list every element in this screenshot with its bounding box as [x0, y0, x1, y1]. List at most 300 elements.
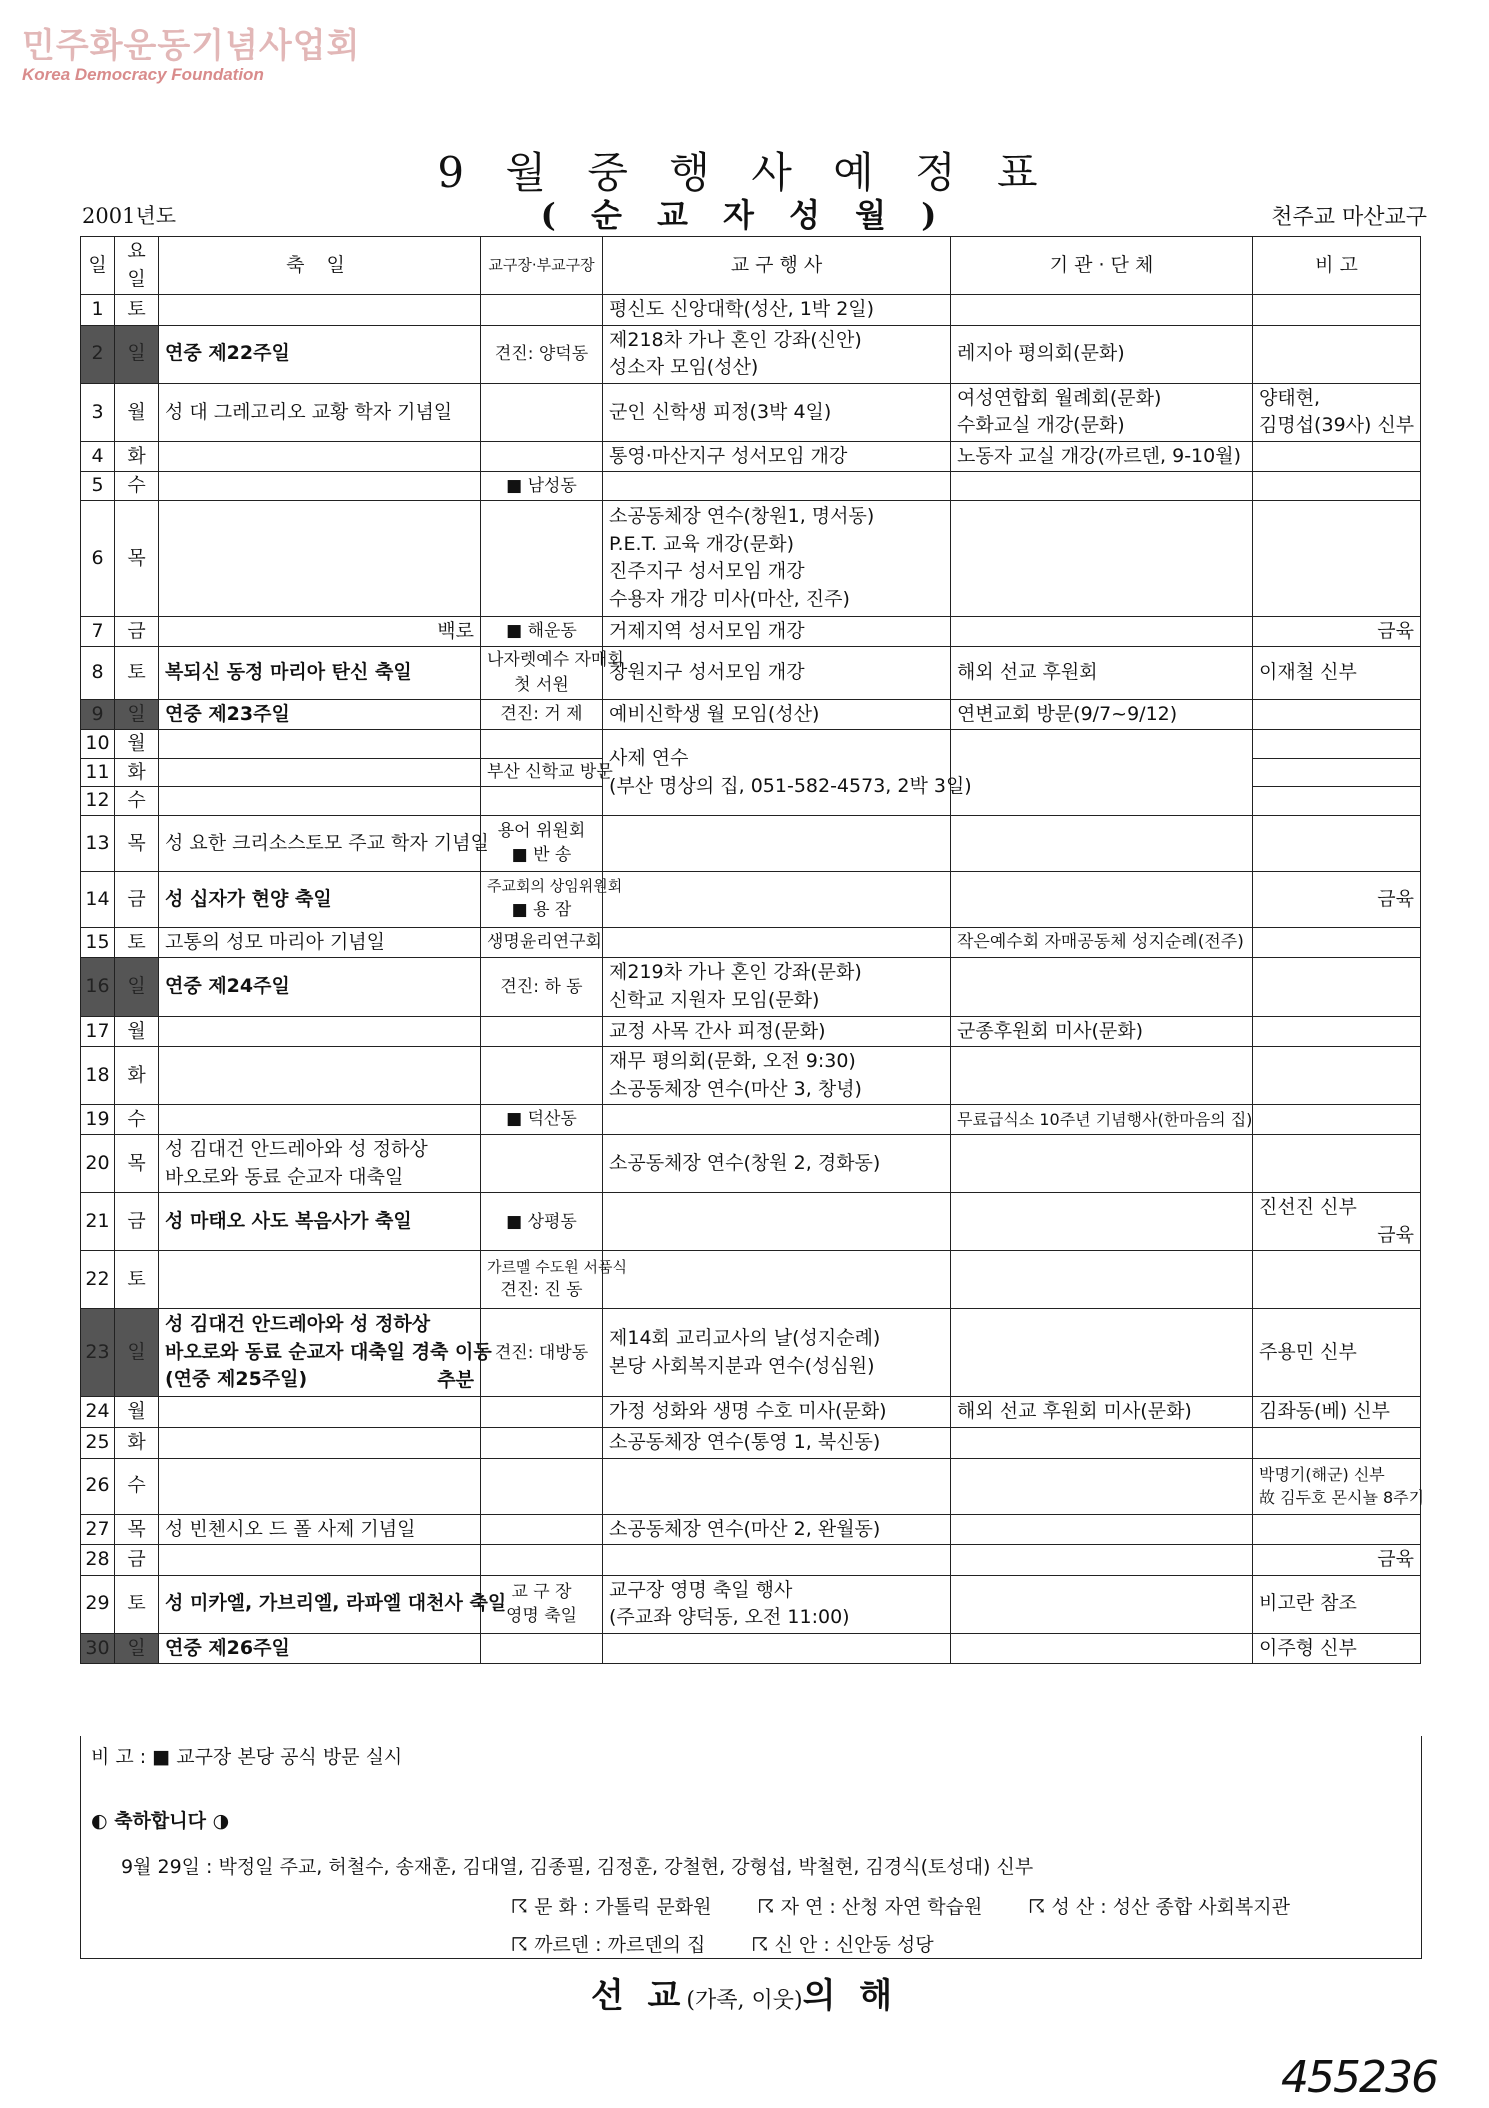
congratulations-names: 9월 29일 : 박정일 주교, 허철수, 송재훈, 김대열, 김종필, 김정훈, 강철현, 강형섭, 박철현, 김경식(토성대) 신부 — [121, 1856, 1034, 1878]
feast-line: 성 대 그레고리오 교황 학자 기념일 — [165, 400, 453, 423]
remark-line: 금육 — [1377, 887, 1414, 910]
table-row — [81, 441, 1421, 472]
bishop-line: ■ 반 송 — [511, 845, 572, 866]
feast-line: 바오로와 동료 순교자 대축일 경축 이동 — [165, 1340, 492, 1363]
remarks-cell — [1253, 441, 1421, 472]
bishop-line: 가르멜 수도원 서품식 — [487, 1257, 627, 1276]
diocese-events-cell — [603, 616, 951, 647]
day-cell: 21 — [81, 1193, 115, 1251]
remarks-cell — [1253, 1545, 1421, 1576]
remark-line: 故 김두호 몬시뇰 8주기 — [1259, 1488, 1425, 1507]
event-line: (주교좌 양덕동, 오전 11:00) — [609, 1606, 850, 1629]
bishop-cell — [481, 1633, 603, 1664]
event-line: P.E.T. 교육 개강(문화) — [609, 532, 795, 555]
remarks-cell — [1253, 871, 1421, 927]
diocese-label: 천주교 마산교구 — [1271, 205, 1427, 230]
header-bishop: 교구장·부교구장 — [481, 237, 603, 295]
feast-cell — [159, 787, 481, 816]
abbreviation-legend-2 — [511, 1930, 974, 1957]
header-remarks: 비 고 — [1253, 237, 1421, 295]
bishop-cell — [481, 730, 603, 759]
event-line: 통영·마산지구 성서모임 개강 — [609, 444, 848, 467]
weekday-cell: 수 — [115, 472, 159, 501]
feast-cell — [159, 472, 481, 501]
bishop-line: ■ 상평동 — [506, 1211, 577, 1232]
diocese-events-cell — [603, 699, 951, 730]
remarks-cell — [1253, 927, 1421, 958]
day-cell: 14 — [81, 871, 115, 927]
table-row — [81, 472, 1421, 501]
event-line: 재무 평의회(문화, 오전 9:30) — [609, 1050, 856, 1073]
diocese-events-cell — [603, 1575, 951, 1633]
table-row — [81, 1458, 1421, 1514]
organization-cell — [951, 441, 1253, 472]
remark-line: 이재철 신부 — [1259, 661, 1357, 684]
diocese-events-cell — [603, 647, 951, 699]
remarks-cell — [1253, 325, 1421, 383]
table-row — [81, 295, 1421, 326]
feast-cell — [159, 1575, 507, 1633]
weekday-cell: 월 — [115, 383, 159, 441]
table-row — [81, 1633, 1421, 1664]
event-line: 소공동체장 연수(마산 3, 창녕) — [609, 1077, 862, 1100]
feast-cell — [159, 295, 481, 326]
feast-line: 성 김대건 안드레아와 성 정하상 — [165, 1313, 431, 1336]
organization-cell — [951, 1309, 1253, 1397]
day-cell: 16 — [81, 958, 115, 1016]
remarks-cell — [1253, 472, 1421, 501]
bishop-cell — [481, 295, 603, 326]
event-line: (부산 명상의 집, 051-582-4573, 2박 3일) — [609, 774, 972, 797]
diocese-events-cell — [603, 1135, 951, 1193]
bishop-cell — [481, 383, 603, 441]
day-cell: 23 — [81, 1309, 115, 1397]
day-cell: 7 — [81, 616, 115, 647]
organization-cell — [951, 295, 1253, 326]
bishop-line: 용어 위원회 — [497, 820, 586, 841]
feast-cell — [159, 616, 481, 647]
table-row — [81, 958, 1421, 1016]
watermark-english: Korea Democracy Foundation — [22, 65, 264, 84]
bishop-cell — [481, 441, 603, 472]
bishop-cell — [481, 325, 603, 383]
organization-cell — [951, 927, 1253, 958]
remark-line: 금육 — [1377, 619, 1414, 642]
table-row — [81, 647, 1421, 699]
bishop-line: 부산 신학교 방문 — [487, 762, 613, 783]
feast-cell — [159, 1545, 481, 1576]
weekday-cell: 토 — [115, 1251, 159, 1309]
feast-cell — [159, 1047, 481, 1105]
motto-part-c: 의 해 — [802, 1976, 899, 2016]
remarks-cell — [1253, 815, 1421, 871]
table-row — [81, 1047, 1421, 1105]
bishop-line: 견진: 하 동 — [500, 976, 583, 997]
bishop-line: 견진: 대방동 — [494, 1342, 589, 1363]
event-line: 사제 연수 — [609, 747, 689, 770]
organization-cell — [951, 1047, 1253, 1105]
feast-line: 성 마태오 사도 복음사가 축일 — [165, 1210, 412, 1233]
table-row — [81, 1135, 1421, 1193]
event-line: 소공동체장 연수(창원1, 명서동) — [609, 505, 875, 528]
feast-line: 성 빈첸시오 드 폴 사제 기념일 — [165, 1517, 416, 1540]
watermark — [22, 18, 360, 85]
day-cell: 6 — [81, 500, 115, 616]
organization-cell — [951, 1397, 1253, 1428]
table-row — [81, 1545, 1421, 1576]
event-line: 제218차 가나 혼인 강좌(신안) — [609, 328, 862, 351]
table-row — [81, 1105, 1421, 1135]
diocese-events-cell — [603, 1633, 951, 1664]
diocese-events-cell — [603, 1105, 951, 1135]
remarks-cell — [1253, 383, 1421, 441]
diocese-events-cell — [603, 871, 951, 927]
remarks-cell — [1253, 1251, 1421, 1309]
bishop-line: 교 구 장 — [511, 1581, 572, 1602]
table-row — [81, 325, 1421, 383]
abbr-seongsan: ☈ 성 산 : 성산 종합 사회복지관 — [1028, 1896, 1290, 1918]
remarks-cell — [1253, 500, 1421, 616]
remarks-cell — [1253, 1135, 1421, 1193]
bishop-line: 견진: 양덕동 — [494, 343, 589, 364]
day-cell: 15 — [81, 927, 115, 958]
page-subtitle: ( 순 교 자 성 월 ) — [540, 196, 949, 234]
diocese-events-cell — [603, 927, 951, 958]
feast-cell — [159, 730, 481, 759]
table-row — [81, 1193, 1421, 1251]
weekday-cell: 토 — [115, 295, 159, 326]
bishop-cell — [481, 1047, 603, 1105]
diocese-events-cell — [603, 325, 951, 383]
day-cell: 12 — [81, 787, 115, 816]
remarks-cell — [1253, 699, 1421, 730]
remark-line: 주용민 신부 — [1259, 1341, 1357, 1364]
organization-line: 레지아 평의회(문화) — [957, 342, 1125, 365]
feast-cell — [159, 958, 481, 1016]
diocese-events-cell — [603, 730, 972, 816]
bishop-cell — [481, 1458, 603, 1514]
day-cell: 2 — [81, 325, 115, 383]
weekday-cell: 토 — [115, 647, 159, 699]
feast-cell — [159, 815, 489, 871]
event-line: 제219차 가나 혼인 강좌(문화) — [609, 961, 862, 984]
day-cell: 8 — [81, 647, 115, 699]
abbreviation-legend-1 — [511, 1892, 1330, 1919]
diocese-events-cell — [603, 383, 951, 441]
document-number: 455236 — [1281, 2052, 1437, 2103]
bishop-line: 주교회의 상임위원회 — [487, 877, 623, 896]
feast-cell — [159, 1193, 481, 1251]
weekday-cell: 수 — [115, 1458, 159, 1514]
organization-line: 노동자 교실 개강(까르덴, 9-10월) — [957, 444, 1241, 467]
organization-line: 작은예수회 자매공동체 성지순례(전주) — [957, 932, 1244, 953]
bishop-cell — [481, 871, 623, 927]
header-feast: 축 일 — [159, 237, 481, 295]
header-diocese-events: 교 구 행 사 — [603, 237, 951, 295]
feast-line: 바오로와 동료 순교자 대축일 — [165, 1165, 404, 1188]
organization-cell — [951, 1514, 1253, 1545]
remarks-cell — [1253, 1193, 1421, 1251]
organization-cell — [951, 1135, 1253, 1193]
feast-cell — [159, 383, 481, 441]
table-row — [81, 616, 1421, 647]
diocese-events-cell — [603, 1397, 951, 1428]
organization-cell — [951, 325, 1253, 383]
organization-cell — [951, 472, 1253, 501]
remark-line: 이주형 신부 — [1259, 1636, 1357, 1659]
diocese-events-cell — [603, 1427, 951, 1458]
bishop-cell — [481, 1105, 603, 1135]
day-cell: 29 — [81, 1575, 115, 1633]
event-line: 수용자 개강 미사(마산, 진주) — [609, 587, 850, 610]
bishop-cell — [481, 815, 603, 871]
solar-term-label: 백로 — [437, 619, 474, 642]
weekday-cell: 일 — [115, 1309, 159, 1397]
bishop-line: 나자렛예수 자매회 — [487, 650, 624, 671]
feast-cell — [159, 699, 481, 730]
table-row — [81, 871, 1421, 927]
weekday-cell: 수 — [115, 1105, 159, 1135]
page-title: 9 월 중 행 사 예 정 표 — [437, 148, 1052, 197]
day-cell: 11 — [81, 758, 115, 787]
day-cell: 13 — [81, 815, 115, 871]
organization-line: 해외 선교 후원회 — [957, 661, 1098, 684]
weekday-cell: 화 — [115, 441, 159, 472]
abbr-munhwa: ☈ 문 화 : 가톨릭 문화원 — [511, 1896, 712, 1918]
feast-cell — [159, 325, 481, 383]
weekday-cell: 월 — [115, 1016, 159, 1047]
weekday-cell: 화 — [115, 758, 159, 787]
bishop-cell — [481, 1251, 627, 1309]
bishop-cell — [481, 1309, 603, 1397]
weekday-cell: 금 — [115, 1193, 159, 1251]
day-cell: 22 — [81, 1251, 115, 1309]
diocese-events-cell — [603, 1193, 951, 1251]
organization-line: 수화교실 개강(문화) — [957, 414, 1125, 437]
day-cell: 18 — [81, 1047, 115, 1105]
feast-line: 고통의 성모 마리아 기념일 — [165, 930, 386, 953]
remark-line: 김명섭(39사) 신부 — [1259, 414, 1415, 437]
remarks-cell — [1253, 1514, 1421, 1545]
remarks-cell — [1253, 787, 1421, 816]
weekday-cell: 목 — [115, 1514, 159, 1545]
year-motto — [0, 1968, 1489, 2017]
table-row — [81, 1397, 1421, 1428]
day-cell: 27 — [81, 1514, 115, 1545]
remarks-cell — [1253, 730, 1421, 759]
weekday-cell: 토 — [115, 1575, 159, 1633]
weekday-cell: 수 — [115, 787, 159, 816]
abbr-jayeon: ☈ 자 연 : 산청 자연 학습원 — [757, 1896, 983, 1918]
bishop-cell — [481, 1545, 603, 1576]
remarks-cell — [1253, 1397, 1421, 1428]
event-line: 소공동체장 연수(창원 2, 경화동) — [609, 1151, 881, 1174]
feast-cell — [159, 1458, 481, 1514]
day-cell: 4 — [81, 441, 115, 472]
event-line: 제14회 교리교사의 날(성지순례) — [609, 1327, 881, 1350]
weekday-cell: 목 — [115, 1135, 159, 1193]
table-row — [81, 500, 1421, 616]
weekday-cell: 일 — [115, 699, 159, 730]
bishop-cell — [481, 699, 603, 730]
schedule-table — [80, 236, 1425, 1664]
feast-cell — [159, 1251, 481, 1309]
weekday-cell: 일 — [115, 958, 159, 1016]
weekday-cell: 화 — [115, 1427, 159, 1458]
organization-cell — [951, 1575, 1253, 1633]
weekday-cell: 월 — [115, 730, 159, 759]
event-line: 평신도 신앙대학(성산, 1박 2일) — [609, 298, 875, 321]
event-line: 성소자 모임(성산) — [609, 356, 759, 379]
day-cell: 30 — [81, 1633, 115, 1664]
remarks-cell — [1253, 616, 1421, 647]
diocese-events-cell — [603, 472, 951, 501]
remarks-cell — [1253, 958, 1421, 1016]
diocese-events-cell — [603, 958, 951, 1016]
diocese-events-cell — [603, 441, 951, 472]
weekday-cell: 월 — [115, 1397, 159, 1428]
feast-cell — [159, 1427, 481, 1458]
remarks-cell — [1253, 1427, 1421, 1458]
organization-cell — [951, 1016, 1253, 1047]
event-line: 소공동체장 연수(마산 2, 완월동) — [609, 1517, 881, 1540]
day-cell: 9 — [81, 699, 115, 730]
weekday-cell: 금 — [115, 1545, 159, 1576]
bishop-line: 견진: 거 제 — [500, 704, 583, 725]
organization-cell — [951, 616, 1253, 647]
remark-line: 진선진 신부 — [1259, 1196, 1357, 1219]
bishop-line: ■ 남성동 — [506, 475, 577, 496]
diocese-events-cell — [603, 295, 951, 326]
bishop-line: ■ 해운동 — [506, 621, 577, 642]
abbr-sinan: ☈ 신 안 : 신안동 성당 — [751, 1934, 934, 1956]
remarks-cell — [1253, 295, 1421, 326]
event-line: 군인 신학생 피정(3박 4일) — [609, 400, 832, 423]
feast-line: 성 김대건 안드레아와 성 정하상 — [165, 1138, 428, 1161]
day-cell: 25 — [81, 1427, 115, 1458]
remarks-cell — [1253, 1047, 1421, 1105]
feast-line: 연중 제26주일 — [165, 1636, 290, 1659]
day-cell: 19 — [81, 1105, 115, 1135]
feast-line: 복되신 동정 마리아 탄신 축일 — [165, 661, 412, 684]
weekday-cell: 화 — [115, 1047, 159, 1105]
organization-line: 군종후원회 미사(문화) — [957, 1019, 1144, 1042]
bishop-cell — [481, 616, 603, 647]
organization-cell — [951, 958, 1253, 1016]
day-cell: 26 — [81, 1458, 115, 1514]
organization-cell — [951, 1545, 1253, 1576]
event-line: 창원지구 성서모임 개강 — [609, 661, 805, 684]
feast-cell — [159, 441, 481, 472]
bishop-line: ■ 덕산동 — [506, 1109, 577, 1130]
bishop-cell — [481, 1193, 603, 1251]
remark-line: 금육 — [1377, 1223, 1414, 1246]
bishop-line: 견진: 진 동 — [500, 1280, 583, 1301]
feast-cell — [159, 1135, 481, 1193]
organization-line: 연변교회 방문(9/7~9/12) — [957, 702, 1178, 725]
feast-line: 성 미카엘, 가브리엘, 라파엘 대천사 축일 — [165, 1592, 507, 1615]
remarks-cell — [1253, 1458, 1425, 1514]
feast-cell — [159, 927, 481, 958]
event-line: 본당 사회복지분과 연수(성심원) — [609, 1354, 875, 1377]
bishop-cell — [481, 500, 603, 616]
organization-cell — [951, 815, 1253, 871]
feast-cell — [159, 758, 481, 787]
weekday-cell: 금 — [115, 616, 159, 647]
diocese-events-cell — [603, 1545, 951, 1576]
table-row — [81, 383, 1421, 441]
table-row — [81, 1309, 1421, 1397]
bishop-line: 첫 서원 — [514, 675, 569, 696]
day-cell: 28 — [81, 1545, 115, 1576]
remarks-cell — [1253, 1016, 1421, 1047]
header-day: 일 — [81, 237, 115, 295]
day-cell: 5 — [81, 472, 115, 501]
weekday-cell: 금 — [115, 871, 159, 927]
remark-line: 박명기(해군) 신부 — [1259, 1464, 1385, 1484]
feast-cell — [159, 1309, 492, 1397]
weekday-cell: 목 — [115, 815, 159, 871]
remark-line: 김좌동(베) 신부 — [1259, 1400, 1390, 1423]
organization-cell — [951, 1105, 1253, 1135]
diocese-events-cell — [603, 1251, 951, 1309]
header-dow: 요일 — [115, 237, 159, 295]
table-row — [81, 699, 1421, 730]
bishop-cell — [481, 647, 624, 699]
diocese-events-cell — [603, 1309, 951, 1397]
organization-cell — [951, 500, 1253, 616]
schedule-body — [81, 295, 1425, 1664]
table-row — [81, 1514, 1421, 1545]
footer-box — [80, 1736, 1422, 1959]
bishop-cell — [481, 927, 603, 958]
diocese-events-cell — [603, 500, 951, 616]
bishop-cell — [481, 958, 603, 1016]
feast-line: 성 십자가 현양 축일 — [165, 887, 332, 910]
watermark-korean: 민주화운동기념사업회 — [22, 26, 361, 66]
organization-cell — [951, 1251, 1253, 1309]
feast-cell — [159, 1105, 481, 1135]
organization-cell — [951, 1633, 1253, 1664]
feast-cell — [159, 647, 481, 699]
diocese-events-cell — [603, 1458, 951, 1514]
organization-cell — [951, 1427, 1253, 1458]
organization-cell — [951, 383, 1253, 441]
diocese-events-cell — [603, 1016, 951, 1047]
diocese-events-cell — [603, 1514, 951, 1545]
event-line: 신학교 지원자 모임(문화) — [609, 989, 820, 1012]
remarks-cell — [1253, 758, 1421, 787]
diocese-events-cell — [603, 815, 951, 871]
organization-cell — [951, 647, 1253, 699]
day-cell: 3 — [81, 383, 115, 441]
event-line: 예비신학생 월 모임(성산) — [609, 702, 820, 725]
organization-line: 무료급식소 10주년 기념행사(한마음의 집) — [957, 1110, 1253, 1130]
event-line: 교정 사목 간사 피정(문화) — [609, 1019, 826, 1042]
remarks-cell — [1253, 1575, 1421, 1633]
table-row — [81, 1427, 1421, 1458]
day-cell: 20 — [81, 1135, 115, 1193]
header-row — [81, 237, 1421, 295]
bishop-cell — [481, 787, 603, 816]
motto-part-a: 선 교 — [590, 1976, 687, 2016]
weekday-cell: 토 — [115, 927, 159, 958]
diocese-events-cell — [603, 1047, 951, 1105]
solar-term-label: 추분 — [437, 1368, 474, 1391]
event-line: 가정 성화와 생명 수호 미사(문화) — [609, 1400, 887, 1423]
remark-line: 비고란 참조 — [1259, 1592, 1357, 1615]
organization-line: 여성연합회 월례회(문화) — [957, 386, 1162, 409]
